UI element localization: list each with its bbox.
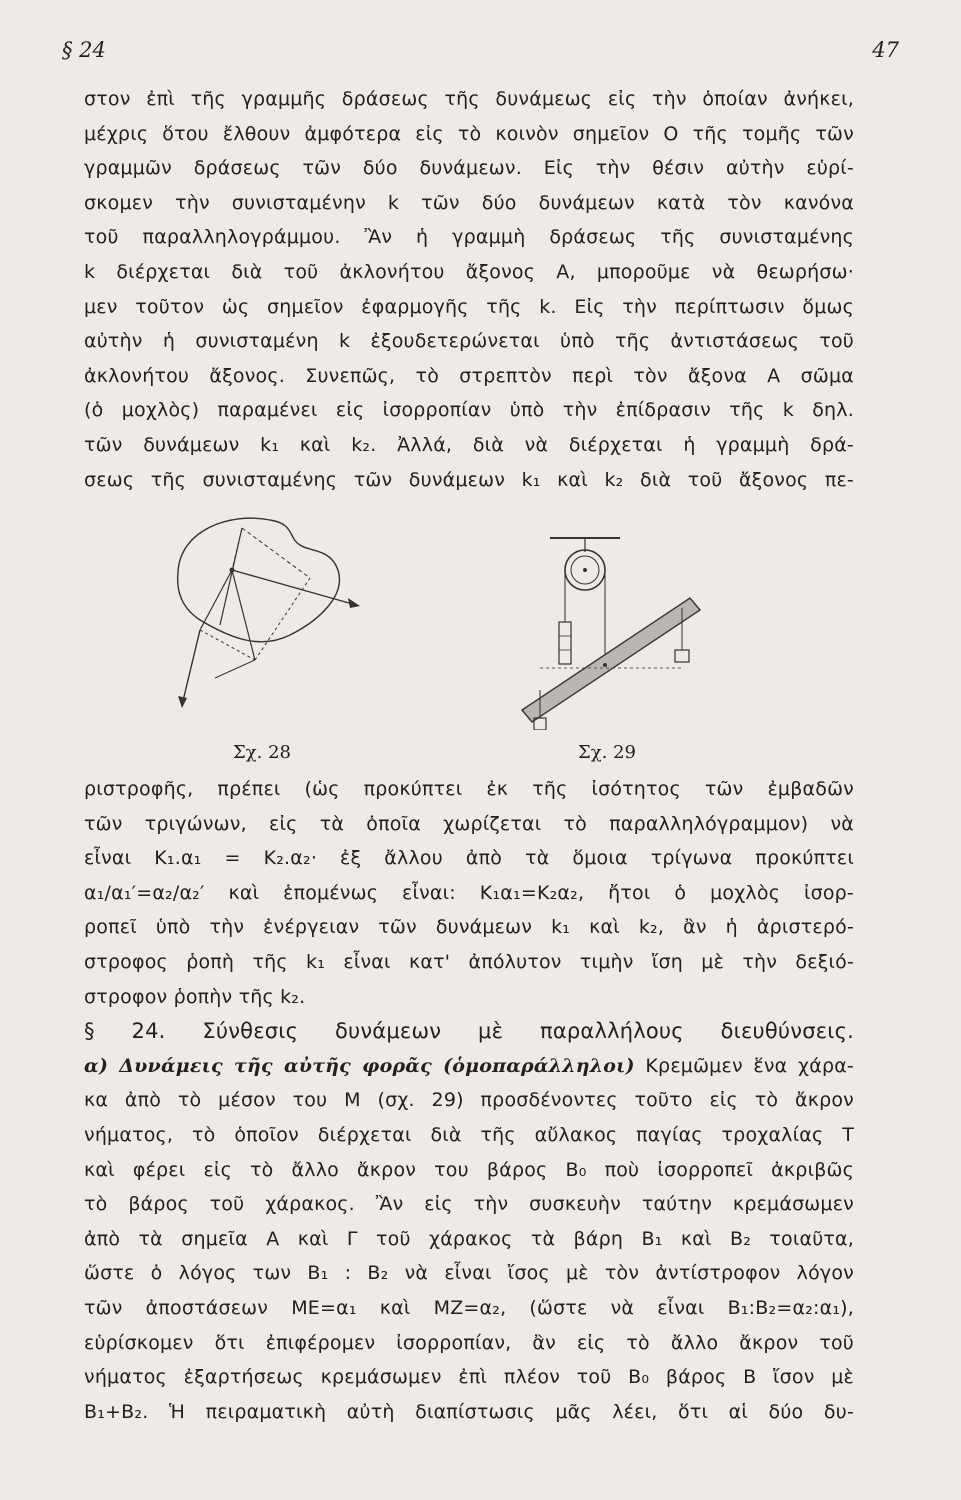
text-line: τῶν τριγώνων, εἰς τὰ ὁποῖα χωρίζεται τὸ παραλληλόγραμμον) νὰ xyxy=(84,812,854,835)
text-line: σεως τῆς συνισταμένης τῶν δυνάμεων k₁ καὶ k₂ διὰ τοῦ ἄξονος πε- xyxy=(84,468,854,491)
text-line: νήματος ἐξαρτήσεως κρεμάσωμεν ἐπὶ πλέον τοῦ Β₀ βάρος Β ἴσον μὲ xyxy=(84,1366,854,1389)
text-line: τὸ βάρος τοῦ χάρακος. Ἂν εἰς τὴν συσκευὴν ταύτην κρεμάσωμεν xyxy=(84,1193,854,1216)
page-number: 47 xyxy=(872,38,899,62)
text-line: σκομεν τὴν συνισταμένην k τῶν δύο δυνάμεων κατὰ τὸν κανόνα xyxy=(84,191,854,214)
text-line: ἀκλονήτου ἄξονος. Συνεπῶς, τὸ στρεπτὸν περὶ τὸν ἄξονα Α σῶμα xyxy=(84,364,854,387)
figure-29-pulley-diagram xyxy=(510,530,740,730)
text-line: στροφος ῥοπὴ τῆς k₁ εἶναι κατ' ἀπόλυτον τιμὴν ἴση μὲ τὴν δεξιό- xyxy=(84,950,854,973)
text-line: αὐτὴν ἡ συνισταμένη k ἐξουδετερώνεται ὑπὸ τῆς ἀντιστάσεως τοῦ xyxy=(84,330,854,353)
text-line: μεν τοῦτον ὡς σημεῖον ἐφαρμογῆς τῆς k. Εἰς τὴν περίπτωσιν ὅμως xyxy=(84,295,854,318)
subsection-line xyxy=(84,1049,854,1084)
text-line: ὥστε ὁ λόγος των Β₁ : Β₂ νὰ εἶναι ἴσος μὲ τὸν ἀντίστροφον λόγον xyxy=(84,1262,854,1285)
figure-28-lever-diagram xyxy=(160,500,390,730)
text-line: τοῦ παραλληλογράμμου. Ἂν ἡ γραμμὴ δράσεως τῆς συνισταμένης xyxy=(84,226,854,249)
text-line: εὑρίσκομεν ὅτι ἐπιφέρομεν ἰσορροπίαν, ἂν εἰς τὸ ἄλλο ἄκρον τοῦ xyxy=(84,1331,854,1354)
text-line: καὶ φέρει εἰς τὸ ἄλλο ἄκρον του βάρος Β₀ ποὺ ἰσορροπεῖ ἀκριβῶς xyxy=(84,1158,854,1181)
text-line: ριστροφῆς, πρέπει (ὡς προκύπτει ἐκ τῆς ἰσότητος τῶν ἐμβαδῶν xyxy=(84,778,854,800)
text-line: στροφον ῥοπὴν τῆς k₂. xyxy=(84,985,306,1008)
text-line: Β₁+Β₂. Ἡ πειραματικὴ αὐτὴ διαπίστωσις μᾶς λέει, ὅτι αἱ δύο δυ- xyxy=(84,1400,854,1423)
text-line: (ὁ μοχλὸς) παραμένει εἰς ἰσορροπίαν ὑπὸ τὴν ἐπίδρασιν τῆς k δηλ. xyxy=(84,399,854,422)
paragraph-top xyxy=(84,82,854,497)
subsection-label: α) Δυνάμεις τῆς αὐτῆς φορᾶς (ὁμοπαράλληλοι) xyxy=(84,1054,635,1077)
text-line: τῶν δυνάμεων k₁ καὶ k₂. Ἀλλά, διὰ νὰ διέρχεται ἡ γραμμὴ δρά- xyxy=(84,433,854,456)
text-line: k διέρχεται διὰ τοῦ ἀκλονήτου ἄξονος Α, μποροῦμε νὰ θεωρήσω· xyxy=(84,260,854,283)
text-line: εἶναι Κ₁.α₁ = Κ₂.α₂· ἐξ ἄλλου ἀπὸ τὰ ὅμοια τρίγωνα προκύπτει xyxy=(84,847,854,870)
text-line: τῶν ἀποστάσεων ΜΕ=α₁ καὶ ΜΖ=α₂, (ὥστε νὰ εἶναι Β₁:Β₂=α₂:α₁), xyxy=(84,1296,854,1319)
text-line: νήματος, τὸ ὁποῖον διέρχεται διὰ τῆς αὔλακος παγίας τροχαλίας Τ xyxy=(84,1123,854,1146)
text-line: ἀπὸ τὰ σημεῖα Α καὶ Γ τοῦ χάρακος τὰ βάρη Β₁ καὶ Β₂ τοιαῦτα, xyxy=(84,1227,854,1250)
text-line: α₁/α₁′=α₂/α₂′ καὶ ἑπομένως εἶναι: Κ₁α₁=Κ₂α₂, ἤτοι ὁ μοχλὸς ἰσορ- xyxy=(84,881,854,904)
text-line: στον ἐπὶ τῆς γραμμῆς δράσεως τῆς δυνάμεως εἰς τὴν ὁποίαν ἀνήκει, xyxy=(84,88,854,110)
subsection-text: Κρεμῶμεν ἕνα χάρα- xyxy=(634,1054,854,1077)
figure-29-caption: Σχ. 29 xyxy=(578,742,636,763)
section-header: § 24 xyxy=(62,38,106,62)
text-line: μέχρις ὅτου ἔλθουν ἀμφότερα εἰς τὸ κοινὸν σημεῖον Ο τῆς τομῆς τῶν xyxy=(84,122,854,145)
text-line: γραμμῶν δράσεως τῶν δύο δυνάμεων. Εἰς τὴν θέσιν αὐτὴν εὑρί- xyxy=(84,157,854,180)
section-heading: § 24. Σύνθεσις δυνάμεων μὲ παραλλήλους διευθύνσεις. xyxy=(84,1019,854,1044)
text-line: κα ἀπὸ τὸ μέσον του Μ (σχ. 29) προσδένοντες τοῦτο εἰς τὸ ἄκρον xyxy=(84,1089,854,1112)
paragraph-bottom xyxy=(84,772,854,1429)
figure-28-caption: Σχ. 28 xyxy=(233,742,291,763)
text-line: ροπεῖ ὑπὸ τὴν ἐνέργειαν τῶν δυνάμεων k₁ καὶ k₂, ἂν ἡ ἀριστερό- xyxy=(84,916,854,939)
